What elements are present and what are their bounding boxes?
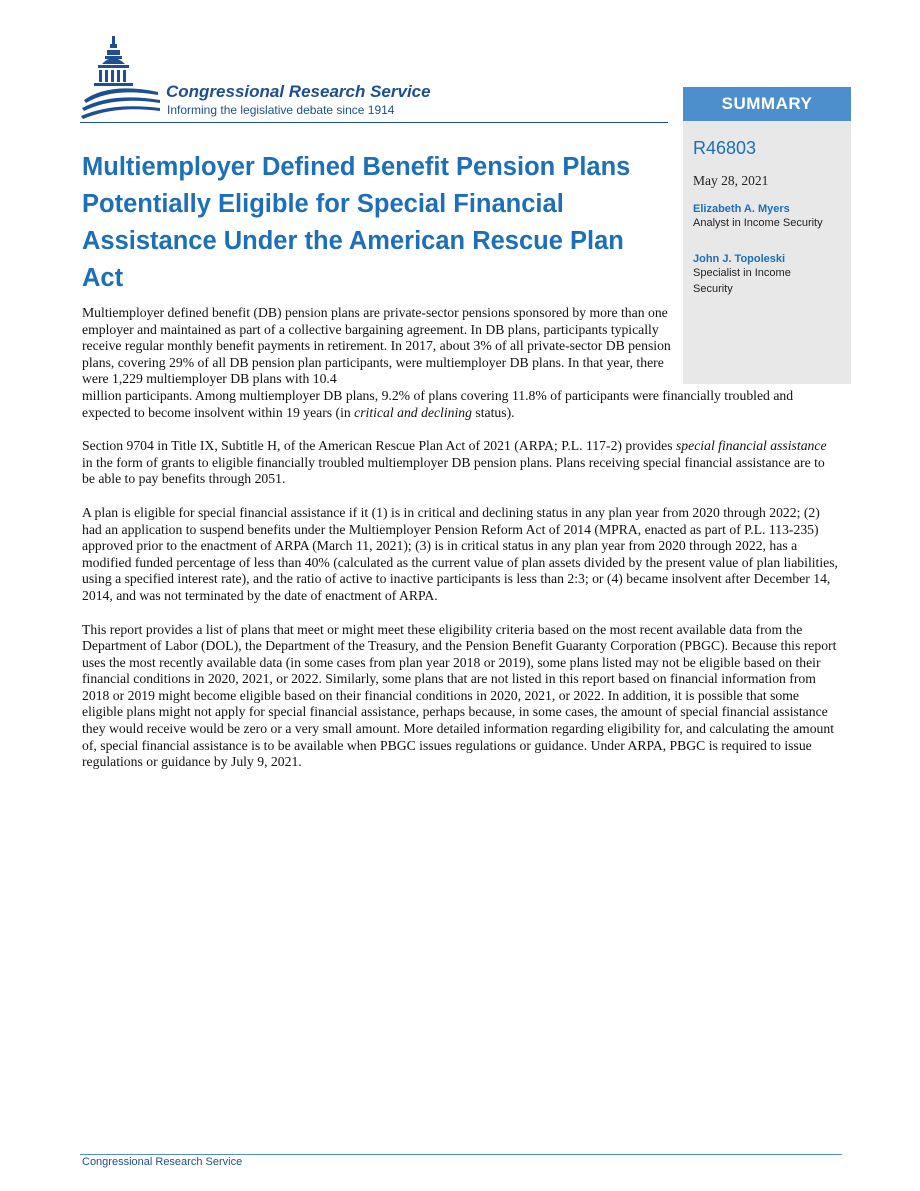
report-number: R46803 [693,138,757,158]
term-special-financial-assistance: special financial assistance [675,438,827,454]
author-2 [693,253,833,297]
header-rule [80,122,668,123]
paragraph-arpa-end: in the form of grants to eligible financially troubled multiemployer DB pension plans. Plans receiving special financial assistance are to be able to pay benefits through 2051. [82,454,825,487]
paragraph-overview-wrapped: Multiemployer defined benefit (DB) pension plans are private-sector pensions sponsored by more than one employer and maintained as part of a collective bargaining agreement. In DB plans, participants typically receive regular monthly benefit payments in retirement. In 2017, about 3% of all private-sector DB pension plans, covering 29% of all DB pension plan participants, were multiemployer DB plans. In that year, there were 1,229 multiemployer DB plans with 10.4 [82,305,671,387]
org-name: Congressional Research Service [166,82,431,101]
term-critical-declining: critical and declining [354,404,472,420]
summary-body [82,305,840,788]
footer-org: Congressional Research Service [82,1156,243,1168]
report-date: May 28, 2021 [693,173,769,188]
paragraph-report-scope: This report provides a list of plans that meet or might meet these eligibility criteria based on the most recent available data from the Department of Labor (DOL), the Department of the Treasury, and the Pension Benefit Guaranty Corporation (PBGC). Because this report uses the most recently available data (in some cases from plan year 2018 or 2019), some plans listed may not be eligible based on their financial conditions in 2020, 2021, or 2022. Similarly, some plans that are not listed in this report based on financial information from 2018 or 2019 might become eligible based on their financial conditions in 2020, 2021, or 2022. In addition, it is possible that some eligible plans might not apply for special financial assistance, perhaps because, in some cases, the amount of special financial assistance they would receive would be zero or a very small amount. More detailed information regarding eligibility for, and calculating the amount of, special financial assistance is to be available when PBGC issues regulations or guidance. Under ARPA, PBGC is required to issue regulations or guidance by July 9, 2021. [82,621,837,770]
author-name: John J. Topoleski [693,253,786,265]
org-tagline: Informing the legislative debate since 1914 [167,103,395,117]
capitol-dome-icon [80,34,162,122]
paragraph-arpa [82,438,840,488]
author-title: Specialist in Income Security [693,267,791,295]
paragraph-overview-rest: million participants. Among multiemployer DB plans, 9.2% of plans covering 11.8% of participants were financially troubled and expected to become insolvent within 19 years (in [82,387,794,420]
author-1 [693,203,851,231]
paragraph-overview [82,305,840,421]
summary-heading: SUMMARY [683,87,851,121]
paragraph-arpa-start: Section 9704 in Title IX, Subtitle H, of the American Rescue Plan Act of 2021 (ARPA; P.L. 117-2) provides [82,438,676,454]
paragraph-eligibility: A plan is eligible for special financial assistance if it (1) is in critical and declining status in any plan year from 2020 through 2022; (2) had an application to suspend benefits under the Multiemployer Pension Reform Act of 2014 (MPRA, enacted as part of P.L. 113-235) approved prior to the enactment of ARPA (March 11, 2021); (3) is in critical status in any plan year from 2020 through 2022, has a modified funded percentage of less than 40% (calculated as the current value of plan assets divided by the present value of plan liabilities, using a specified interest rate), and the ratio of active to inactive participants is less than 2:3; or (4) became insolvent after December 14, 2014, and was not terminated by the date of enactment of ARPA. [82,504,838,603]
author-name: Elizabeth A. Myers [693,203,790,215]
crs-logo [80,34,480,124]
paragraph-overview-end: status). [472,404,515,420]
report-title: Multiemployer Defined Benefit Pension Plans Potentially Eligible for Special Financial Assistance Under the American Rescue Plan Act [82,153,631,292]
author-title: Analyst in Income Security [693,217,823,229]
footer-rule [80,1154,842,1155]
